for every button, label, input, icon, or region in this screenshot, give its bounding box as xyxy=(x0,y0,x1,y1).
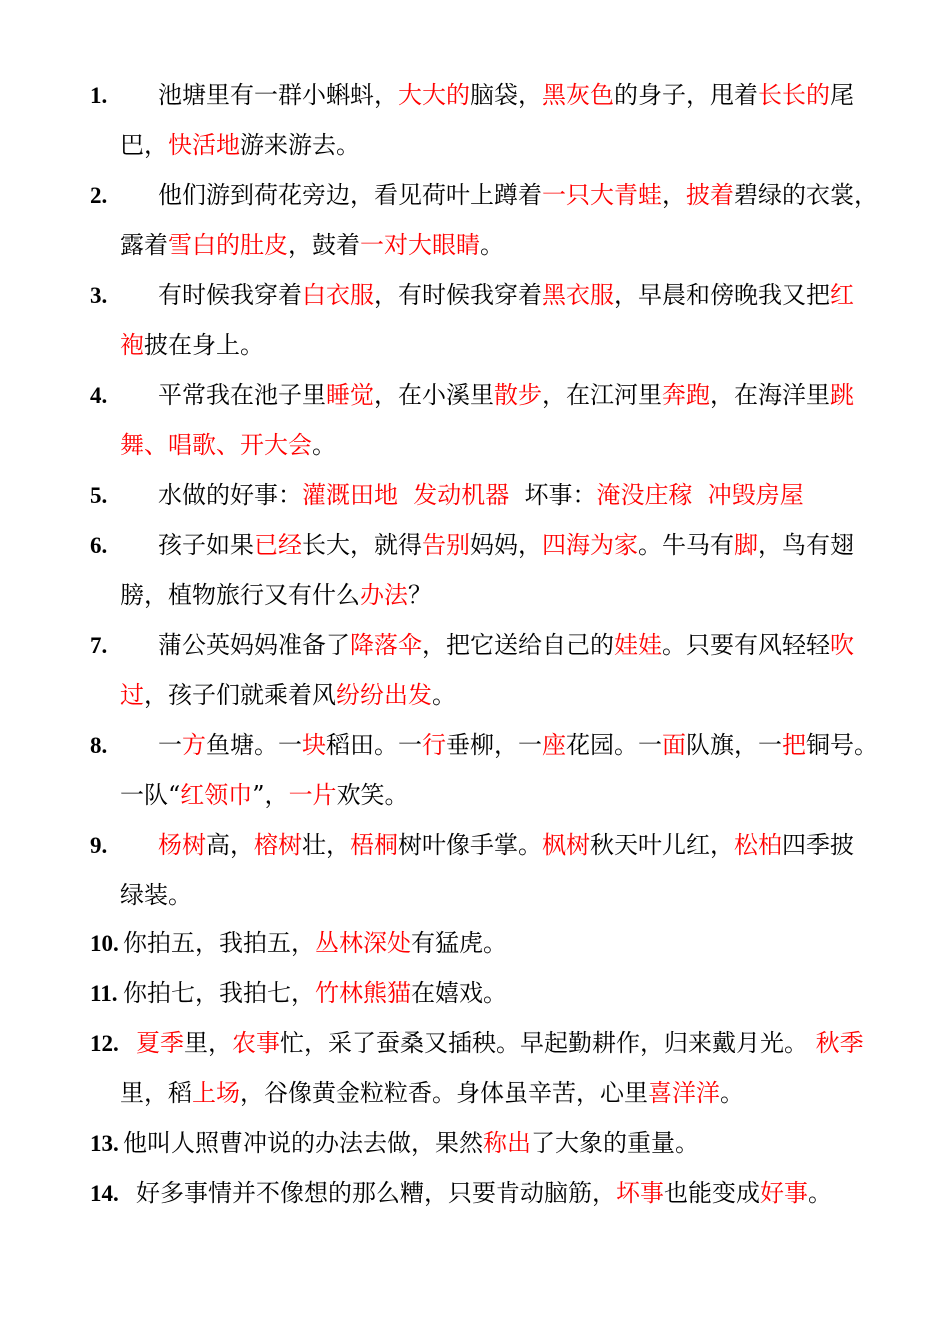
text-segment: 队旗，一 xyxy=(686,731,782,759)
text-segment: 脑袋， xyxy=(470,81,542,109)
text-segment: ，在小溪里 xyxy=(374,381,494,409)
text-segment: 好多事情并不像想的那么糟，只要肯动脑筋， xyxy=(136,1179,616,1207)
text-segment: ，鸟有翅 xyxy=(758,531,854,559)
text-segment: 。 xyxy=(720,1079,744,1107)
highlighted-answer: 一片 xyxy=(288,781,337,809)
highlighted-answer: 告别 xyxy=(422,531,470,559)
text-segment: 有时候我穿着 xyxy=(158,281,302,309)
text-line xyxy=(90,520,915,570)
text-segment: ，孩子们就乘着风 xyxy=(144,681,336,709)
highlighted-answer: 座 xyxy=(542,731,566,759)
text-segment: 壮， xyxy=(302,831,350,859)
text-segment: 的身子，甩着 xyxy=(614,81,758,109)
text-line xyxy=(90,770,915,820)
text-segment: 绿装。 xyxy=(120,881,192,909)
text-segment: ，谷像黄金粒粒香。身体虽辛苦，心里 xyxy=(240,1079,648,1107)
highlighted-answer: 睡觉 xyxy=(326,381,374,409)
highlighted-answer: 松柏 xyxy=(734,831,782,859)
text-line xyxy=(90,370,915,420)
text-segment: 铜号。 xyxy=(806,731,878,759)
text-line xyxy=(90,120,915,170)
highlighted-answer: 娃娃 xyxy=(614,631,662,659)
text-line xyxy=(90,870,915,920)
text-line xyxy=(90,918,915,968)
text-segment: 水做的好事： xyxy=(158,481,302,509)
text-segment: 蒲公英妈妈准备了 xyxy=(158,631,350,659)
highlighted-answer: 方 xyxy=(182,731,206,759)
text-line xyxy=(90,1118,915,1168)
text-segment: 平常我在池子里 xyxy=(158,381,326,409)
highlighted-answer: 喜洋洋 xyxy=(648,1079,720,1107)
highlighted-answer: 黑衣服 xyxy=(542,281,614,309)
text-segment: 有猛虎。 xyxy=(411,929,507,957)
highlighted-answer: 快活地 xyxy=(168,131,240,159)
highlighted-answer: 枫树 xyxy=(542,831,590,859)
text-segment: 你拍七，我拍七， xyxy=(123,979,315,1007)
text-line xyxy=(90,968,915,1018)
text-line xyxy=(90,220,915,270)
list-item xyxy=(90,918,915,968)
list-item xyxy=(90,620,915,720)
highlighted-answer: 杨树 xyxy=(158,831,206,859)
highlighted-answer: 过 xyxy=(120,681,144,709)
highlighted-answer: 办法 xyxy=(360,581,408,609)
text-segment: 树叶像手掌。 xyxy=(398,831,542,859)
text-segment: 池塘里有一群小蝌蚪， xyxy=(158,81,398,109)
text-segment: ，鼓着 xyxy=(288,231,360,259)
item-number: 10. xyxy=(90,931,119,956)
highlighted-answer: 块 xyxy=(302,731,326,759)
text-line xyxy=(90,420,915,470)
highlighted-answer: 冲毁房屋 xyxy=(707,481,804,509)
highlighted-answer: 夏季 xyxy=(136,1029,184,1057)
text-segment: 欢笑。 xyxy=(336,781,409,809)
highlighted-answer: 红领巾 xyxy=(180,781,253,809)
text-segment: 膀，植物旅行又有什么 xyxy=(120,581,360,609)
highlighted-answer: 榕树 xyxy=(254,831,302,859)
text-line xyxy=(90,1168,915,1218)
item-number: 9. xyxy=(90,833,108,858)
list-item xyxy=(90,1018,915,1118)
text-segment: 。 xyxy=(312,431,336,459)
item-number: 1. xyxy=(90,83,108,108)
highlighted-answer: 行 xyxy=(422,731,446,759)
highlighted-answer: 上场 xyxy=(192,1079,240,1107)
text-segment: 披在身上。 xyxy=(144,331,264,359)
text-segment: 尾 xyxy=(830,81,854,109)
text-segment: 孩子如果 xyxy=(158,531,254,559)
text-segment: 里，稻 xyxy=(120,1079,192,1107)
text-line xyxy=(90,820,915,870)
item-number: 12. xyxy=(90,1031,119,1056)
text-line xyxy=(90,570,915,620)
highlighted-answer: 黑灰色 xyxy=(542,81,614,109)
highlighted-answer: 秋季 xyxy=(815,1029,864,1057)
highlighted-answer: 长长的 xyxy=(758,81,830,109)
text-segment: 长大，就得 xyxy=(302,531,422,559)
list-item xyxy=(90,1168,915,1218)
text-segment: 花园。一 xyxy=(566,731,662,759)
highlighted-answer: 红 xyxy=(830,281,854,309)
text-segment: 在嬉戏。 xyxy=(411,979,507,1007)
item-number: 3. xyxy=(90,283,108,308)
text-segment: 他们游到荷花旁边，看见荷叶上蹲着 xyxy=(158,181,542,209)
list-item xyxy=(90,720,915,820)
text-line xyxy=(90,270,915,320)
text-segment: 巴， xyxy=(120,131,168,159)
text-segment: 游来游去。 xyxy=(240,131,360,159)
text-segment: 里， xyxy=(184,1029,232,1057)
text-segment: ”， xyxy=(252,781,289,809)
highlighted-answer: 淹没庄稼 xyxy=(596,481,693,509)
list-item xyxy=(90,1118,915,1168)
text-segment: 鱼塘。一 xyxy=(206,731,302,759)
highlighted-answer: 散步 xyxy=(494,381,542,409)
list-item xyxy=(90,370,915,470)
list-item xyxy=(90,270,915,370)
text-segment: 一队“ xyxy=(120,781,181,809)
highlighted-answer: 脚 xyxy=(734,531,758,559)
highlighted-answer: 跳 xyxy=(830,381,854,409)
text-line xyxy=(90,620,915,670)
text-line xyxy=(90,470,915,520)
item-number: 4. xyxy=(90,383,108,408)
text-segment: 。 xyxy=(480,231,504,259)
item-number: 5. xyxy=(90,483,108,508)
highlighted-answer: 降落伞 xyxy=(350,631,422,659)
list-item xyxy=(90,820,915,920)
text-segment: 。 xyxy=(808,1179,832,1207)
highlighted-answer: 一对大眼睛 xyxy=(360,231,480,259)
highlighted-answer: 坏事 xyxy=(616,1179,664,1207)
text-line xyxy=(90,1018,915,1068)
highlighted-answer: 农事 xyxy=(232,1029,280,1057)
highlighted-answer: 把 xyxy=(782,731,806,759)
text-segment: ，早晨和傍晚我又把 xyxy=(614,281,830,309)
text-line xyxy=(90,320,915,370)
text-segment: 一 xyxy=(158,731,182,759)
text-line xyxy=(90,1068,915,1118)
text-segment: 碧绿的衣裳， xyxy=(734,181,878,209)
highlighted-answer: 大大的 xyxy=(398,81,470,109)
item-number: 2. xyxy=(90,183,108,208)
text-segment xyxy=(398,481,413,509)
text-segment: 坏事： xyxy=(509,481,597,509)
text-segment: 稻田。一 xyxy=(326,731,422,759)
text-segment: ，有时候我穿着 xyxy=(374,281,542,309)
highlighted-answer: 纷纷出发 xyxy=(336,681,432,709)
text-line xyxy=(90,720,915,770)
list-item xyxy=(90,968,915,1018)
text-segment: 高， xyxy=(206,831,254,859)
item-number: 6. xyxy=(90,533,108,558)
list-item xyxy=(90,170,915,270)
text-segment: 。只要有风轻轻 xyxy=(662,631,830,659)
highlighted-answer: 披着 xyxy=(686,181,734,209)
list-item xyxy=(90,520,915,620)
highlighted-answer: 舞、唱歌、开大会 xyxy=(120,431,312,459)
text-segment: 秋天叶儿红， xyxy=(590,831,734,859)
highlighted-answer: 好事 xyxy=(760,1179,808,1207)
item-number: 11. xyxy=(90,981,118,1006)
text-segment: 妈妈， xyxy=(470,531,542,559)
highlighted-answer: 已经 xyxy=(254,531,302,559)
highlighted-answer: 竹林熊猫 xyxy=(315,979,411,1007)
text-line xyxy=(90,70,915,120)
highlighted-answer: 面 xyxy=(662,731,686,759)
text-segment: ，在江河里 xyxy=(542,381,662,409)
highlighted-answer: 称出 xyxy=(483,1129,531,1157)
highlighted-answer: 一只大青蛙 xyxy=(542,181,662,209)
text-line xyxy=(90,670,915,720)
text-segment: ， xyxy=(662,181,686,209)
highlighted-answer: 发动机器 xyxy=(413,481,510,509)
text-segment: 露着 xyxy=(120,231,168,259)
text-segment: 也能变成 xyxy=(664,1179,760,1207)
highlighted-answer: 丛林深处 xyxy=(315,929,411,957)
text-segment: 。 xyxy=(432,681,456,709)
list-item xyxy=(90,70,915,170)
item-number: 14. xyxy=(90,1181,119,1206)
highlighted-answer: 吹 xyxy=(830,631,854,659)
highlighted-answer: 梧桐 xyxy=(350,831,398,859)
text-segment: 他叫人照曹冲说的办法去做，果然 xyxy=(123,1129,483,1157)
item-number: 8. xyxy=(90,733,108,758)
text-segment: 你拍五，我拍五， xyxy=(123,929,315,957)
text-segment: 垂柳，一 xyxy=(446,731,542,759)
highlighted-answer: 袍 xyxy=(120,331,144,359)
text-line xyxy=(90,170,915,220)
text-segment: 忙，采了蚕桑又插秧。早起勤耕作，归来戴月光。 xyxy=(280,1029,816,1057)
text-segment: 。牛马有 xyxy=(638,531,734,559)
highlighted-answer: 奔跑 xyxy=(662,381,710,409)
item-number: 13. xyxy=(90,1131,119,1156)
highlighted-answer: 四海为家 xyxy=(542,531,638,559)
highlighted-answer: 白衣服 xyxy=(302,281,374,309)
item-number: 7. xyxy=(90,633,108,658)
text-segment: ？ xyxy=(408,581,432,609)
text-segment: 四季披 xyxy=(782,831,854,859)
text-segment: ，在海洋里 xyxy=(710,381,830,409)
list-item xyxy=(90,470,915,520)
highlighted-answer: 灌溉田地 xyxy=(302,481,398,509)
highlighted-answer: 雪白的肚皮 xyxy=(168,231,288,259)
text-segment: ，把它送给自己的 xyxy=(422,631,614,659)
text-segment: 了大象的重量。 xyxy=(531,1129,699,1157)
text-segment xyxy=(693,481,708,509)
